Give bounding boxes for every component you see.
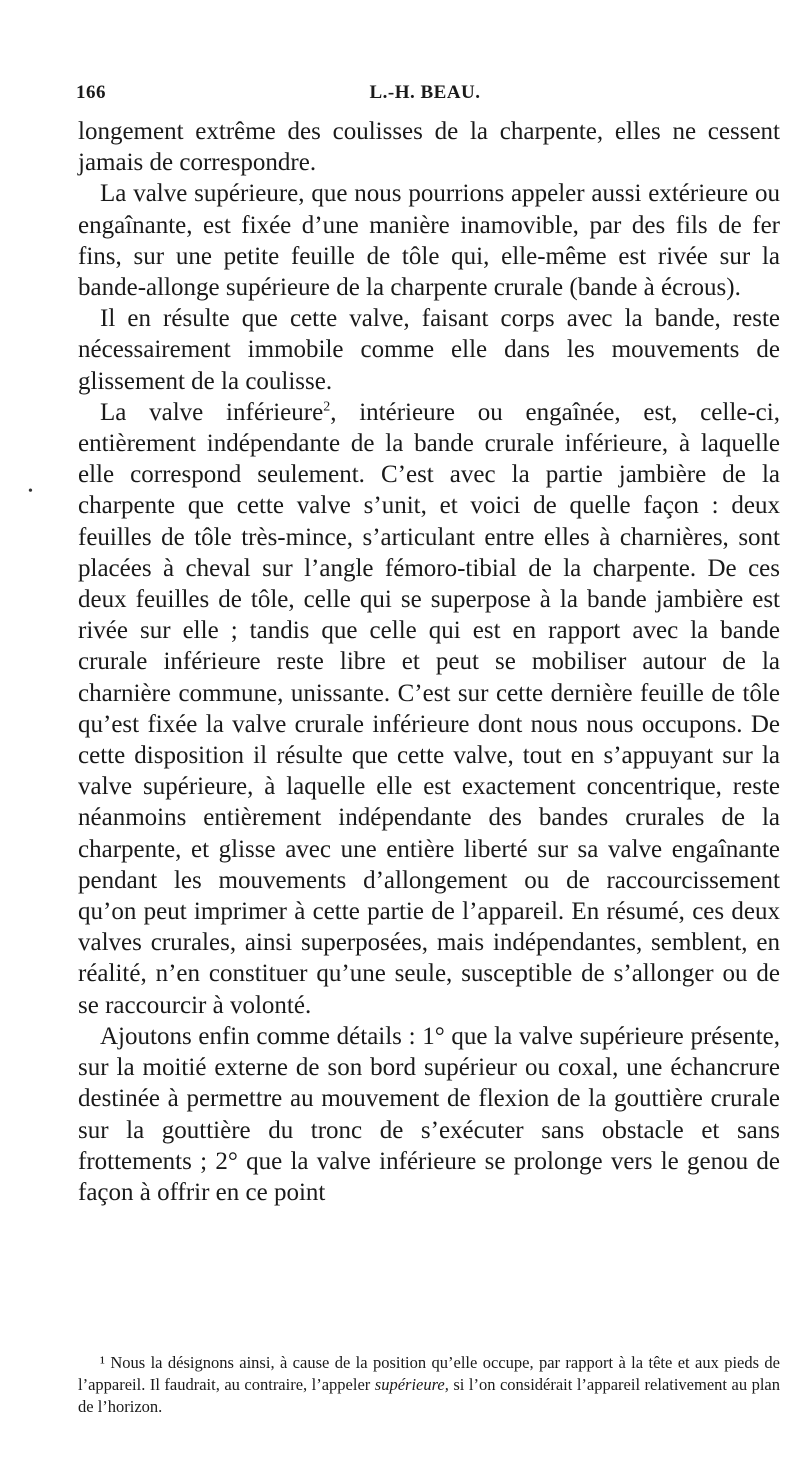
footnote-emphasis: supérieure, [374, 1375, 449, 1394]
page-header [70, 82, 780, 112]
footnote-text: Nous la désignons ainsi, à cause de la position qu’elle occupe, par rapport à la tête et aux pieds de l’appareil. Il faudrait, au contraire, l’appeler [78, 1353, 780, 1394]
footnotes [78, 1352, 780, 1418]
running-title: L.-H. BEAU. [369, 82, 481, 103]
paragraph-valve-inferieure [78, 397, 780, 1021]
page-number: 166 [76, 82, 106, 103]
footnote-text: si l’on considérait l’appareil relativement au plan de l’horizon. [78, 1375, 780, 1416]
margin-mark: • [28, 484, 33, 499]
footnote-marker: ¹ [100, 1353, 105, 1372]
paragraph-resultat: Il en résulte que cette valve, faisant corps avec la bande, reste nécessairement immobile comme elle dans les mouvements de glissement de la coulisse. [78, 305, 780, 395]
footnote [78, 1352, 780, 1418]
body-text [78, 116, 780, 1208]
paragraph-valve-superieure: La valve supérieure, que nous pourrions appeler aussi extérieure ou engaînante, est fixée d’une manière inamovible, par des fils de fer fins, sur une petite feuille de tôle qui, elle-même est rivée sur la bande-allonge supérieure de la charpente crurale (bande à écrous). [78, 180, 780, 302]
footnote-reference: 2 [323, 399, 331, 415]
paragraph-text: La valve inférieure [100, 398, 324, 426]
paragraph-continuation: longement extrême des coulisses de la charpente, elles ne cessent jamais de correspondre. [78, 118, 780, 177]
paragraph-details: Ajoutons enfin comme détails : 1° que la valve supérieure présente, sur la moitié externe de son bord supérieur ou coxal, une échancrure destinée à permettre au mouvement de flexion de la gouttière crurale sur la gouttière du tronc de s’exécuter sans obstacle et sans frottements ; 2° que la valve inférieure se prolonge vers le genou de façon à offrir en ce point [78, 1022, 780, 1206]
paragraph-text: , intérieure ou engaînée, est, celle-ci, entièrement indépendante de la bande crurale inférieure, à laquelle elle correspond seulement. C’est avec la partie jambière de la charpente que cette valve s’unit, et voici de quelle façon : deux feuilles de tôle très-mince, s’articulant entre elles à charnières, sont placées à cheval sur l’angle fémoro-tibial de la charpente. De ces deux feuilles de tôle, celle qui se superpose à la bande jambière est rivée sur elle ; tandis que celle qui est en rapport avec la bande crurale inférieure reste libre et peut se mobiliser autour de la charnière commune, unissante. C’est sur cette dernière feuille de tôle qu’est fixée la valve crurale inférieure dont nous nous occupons. De cette disposition il résulte que cette valve, tout en s’appuyant sur la valve supérieure, à laquelle elle est exactement concentrique, reste néanmoins entièrement indépendante des bandes crurales de la charpente, et glisse avec une entière liberté sur sa valve engaînante pendant les mouvements d’allongement ou de raccourcissement qu’on peut imprimer à cette partie de l’appareil. En résumé, ces deux valves crurales, ainsi superposées, mais indépendantes, semblent, en réalité, n’en constituer qu’une seule, susceptible de s’allonger ou de se raccourcir à volonté. [78, 398, 780, 1019]
